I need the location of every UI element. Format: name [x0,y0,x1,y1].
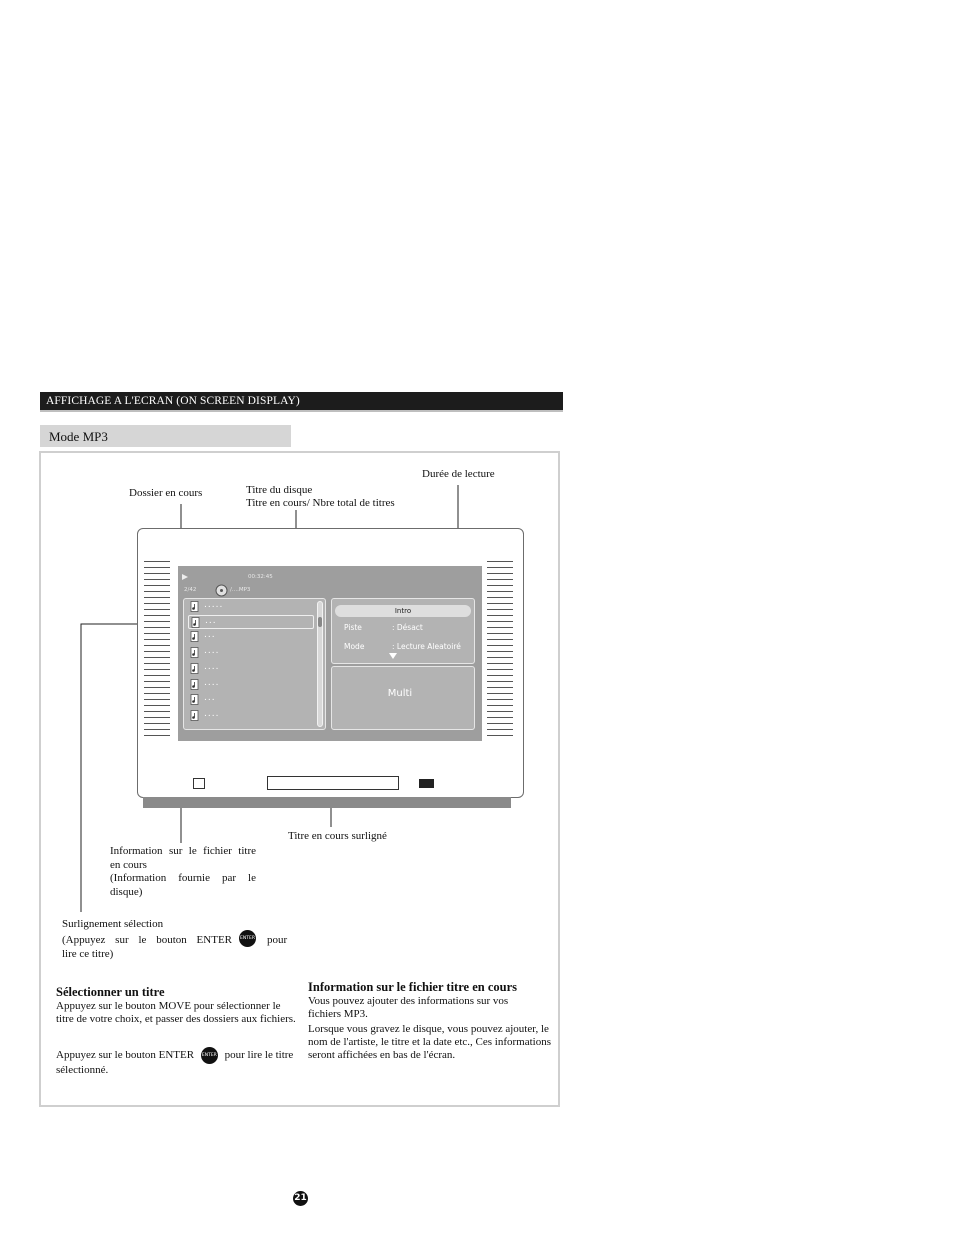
paragraph-select-2 [56,1047,296,1077]
callout-surlignement: Surlignement sélection [62,918,164,930]
music-file-icon [190,631,199,642]
file-item[interactable] [188,630,314,644]
tv-indicator-square [193,778,205,789]
file-item[interactable] [188,646,314,660]
mode-label: Mode [344,642,365,651]
paragraph-select-1: Appuyez sur le bouton MOVE pour sélectionner le titre de votre choix, et passer des dossiers aux fichiers. [56,1000,296,1025]
osd-disc-name: /....MP3 [230,587,251,593]
paragraph-select-2-end: pour lire le titre sélectionné. [56,1049,294,1076]
paragraph-info-2: Lorsque vous gravez le disque, vous pouvez ajouter, le nom de l'artiste, le titre et la date etc., Ces informations seront affichées en bas de l'écran. [308,1023,551,1061]
list-scrollbar[interactable] [317,601,323,727]
play-options-panel [331,598,475,664]
file-item[interactable] [188,600,314,614]
file-item[interactable] [188,678,314,692]
piste-label: Piste [344,623,362,632]
music-file-icon [190,601,199,612]
file-name: ... [204,630,216,640]
speaker-right [487,558,513,736]
heading-information-fichier: Information sur le fichier titre en cours [308,980,517,994]
callout-titre-en-cours: Titre en cours/ Nbre total de titres [246,497,395,509]
file-item[interactable] [188,693,314,707]
osd-time: 00:32:45 [248,574,273,580]
file-list-panel [183,598,326,730]
file-name: ..... [204,600,224,610]
tv-stand [143,797,511,808]
scrollbar-thumb[interactable] [318,617,322,627]
file-name: ... [205,616,217,626]
multi-label: Multi [387,688,413,699]
music-file-icon [190,647,199,658]
piste-value[interactable]: : Désact [392,623,423,632]
intro-option[interactable]: Intro [335,605,471,617]
callout-info-fichier [110,845,256,899]
callout-info-line-2: en cours [110,858,147,871]
heading-selectionner-titre: Sélectionner un titre [56,985,165,999]
speaker-left [144,558,170,736]
callout-info-line-4: disque) [110,885,143,898]
callout-info-line-3: (Information fournie par le [110,872,256,884]
paragraph-info-1: Vous pouvez ajouter des informations sur vos fichiers MP3. [308,995,509,1020]
music-file-icon [191,617,200,628]
paragraph-select-2-text: Appuyez sur le bouton ENTER [56,1049,195,1062]
subsection-header: Mode MP3 [40,425,291,447]
music-file-icon [190,679,199,690]
callout-duree-lecture: Durée de lecture [422,468,495,480]
callout-titre-surligne: Titre en cours surligné [288,830,387,842]
file-item-selected[interactable] [188,615,314,629]
callout-info-line-1: Information sur le fichier titre [110,845,256,857]
enter-button-icon: ENTER [239,930,256,947]
arrow-down-icon [389,653,397,659]
file-name: ... [204,693,216,703]
music-file-icon [190,710,199,721]
section-header: AFFICHAGE A L'ECRAN (ON SCREEN DISPLAY) [40,392,563,410]
music-file-icon [190,694,199,705]
osd-track-count: 2/42 [184,587,197,593]
file-name: .... [204,646,220,656]
file-name: .... [204,709,220,719]
file-name: .... [204,662,220,672]
tv-indicator-block [419,779,434,788]
multi-panel [331,666,475,730]
file-name: .... [204,678,220,688]
file-item[interactable] [188,709,314,723]
page-number: 21 [293,1191,308,1206]
callout-surlignement-pour: pour [267,934,288,946]
enter-button-icon: ENTER [201,1047,218,1064]
music-file-icon [190,663,199,674]
callout-surlignement-line-3: lire ce titre) [62,948,114,960]
play-icon [181,573,189,581]
callout-surlignement-text: (Appuyez sur le bouton ENTER [62,934,232,946]
tv-info-bar [267,776,399,790]
callout-titre-disque: Titre du disque [246,484,313,496]
file-item[interactable] [188,662,314,676]
mode-value[interactable]: : Lecture Aleatoiré [392,642,461,651]
callout-dossier-en-cours: Dossier en cours [129,487,203,499]
disc-icon [215,584,228,597]
